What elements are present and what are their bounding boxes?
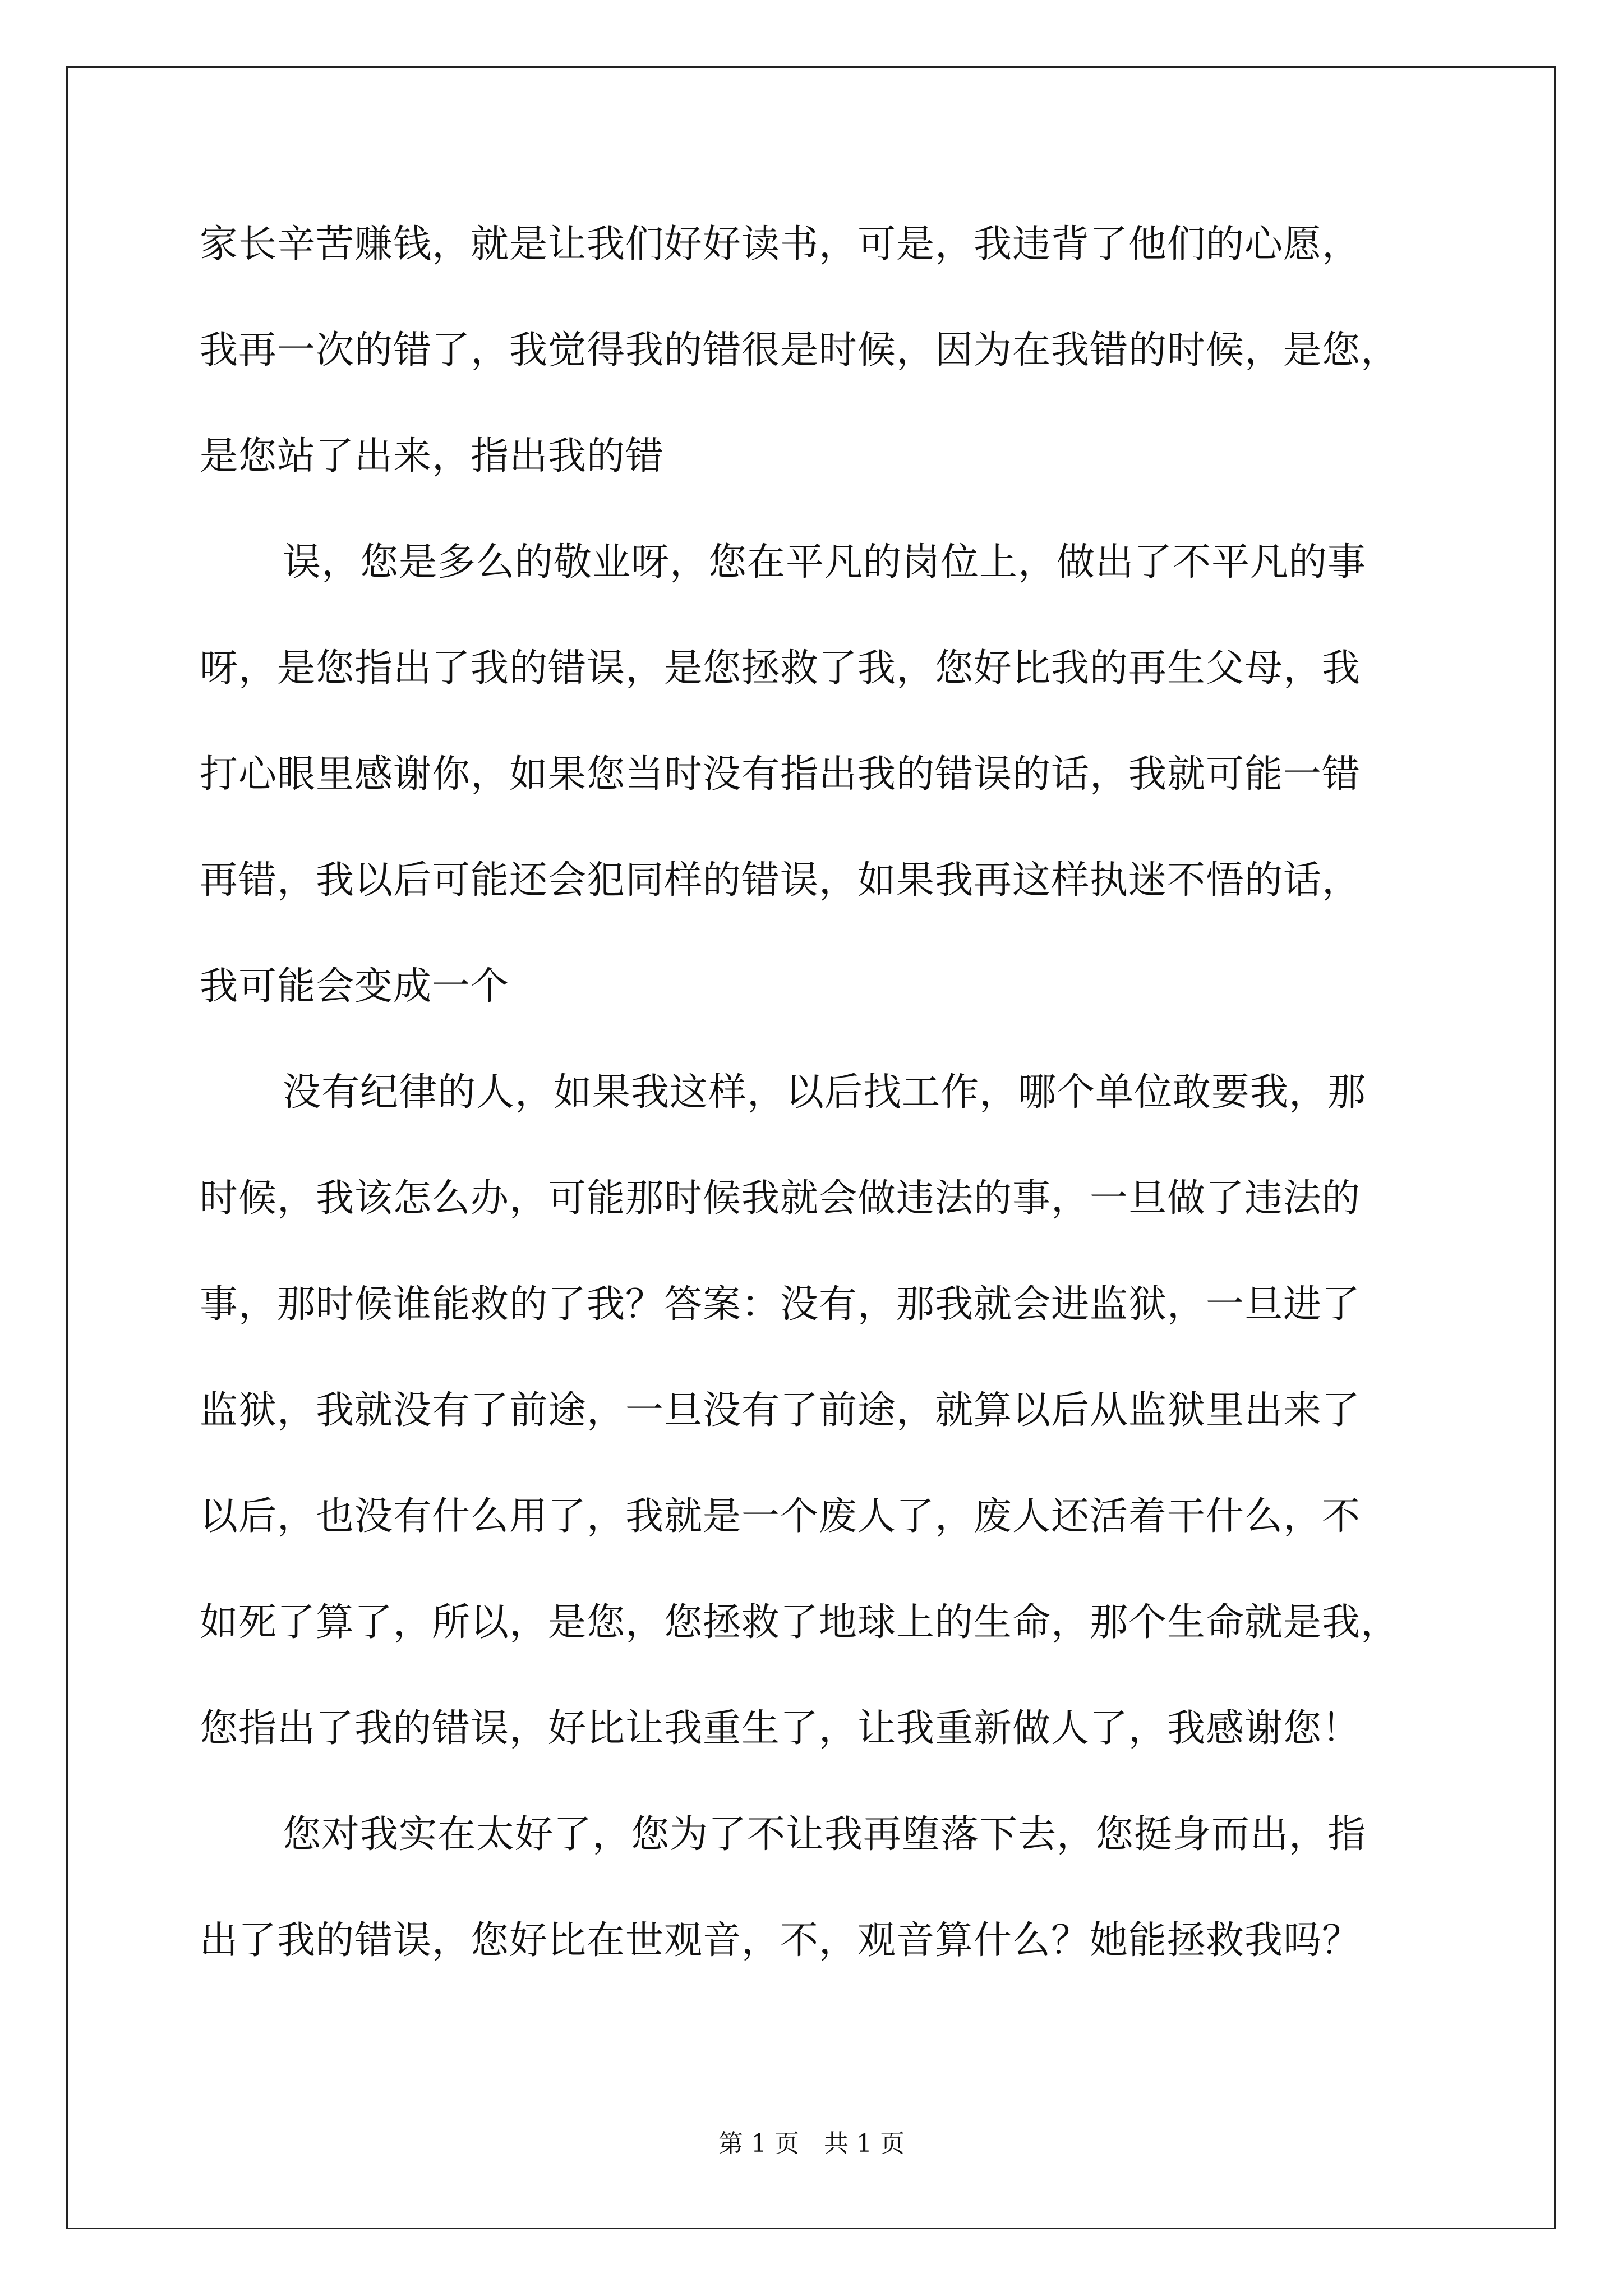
text-line: 打心眼里感谢你，如果您当时没有指出我的错误的话，我就可能一错 <box>200 752 1361 797</box>
page-frame <box>66 66 1556 2229</box>
paragraph-first-line: 误，您是多么的敬业呀，您在平凡的岗位上，做出了不平凡的事 <box>283 540 1367 585</box>
page-footer: 第 1 页 共 1 页 <box>718 2129 905 2158</box>
text-line: 如死了算了，所以，是您，您拯救了地球上的生命，那个生命就是我， <box>200 1600 1400 1645</box>
text-line: 是您站了出来，指出我的错 <box>200 434 665 478</box>
text-line: 监狱，我就没有了前途，一旦没有了前途，就算以后从监狱里出来了 <box>200 1388 1361 1433</box>
text-line: 事，那时候谁能救的了我？答案：没有，那我就会进监狱，一旦进了 <box>200 1282 1361 1327</box>
text-line: 呀，是您指出了我的错误，是您拯救了我，您好比我的再生父母，我 <box>200 646 1361 691</box>
text-line: 时候，我该怎么办，可能那时候我就会做违法的事，一旦做了违法的 <box>200 1176 1361 1221</box>
text-line: 家长辛苦赚钱，就是让我们好好读书，可是，我违背了他们的心愿， <box>200 222 1361 266</box>
text-line: 出了我的错误，您好比在世观音，不，观音算什么？她能拯救我吗？ <box>200 1918 1361 1963</box>
paragraph-first-line: 没有纪律的人，如果我这样，以后找工作，哪个单位敢要我，那 <box>283 1070 1367 1115</box>
text-line: 我再一次的错了，我觉得我的错很是时候，因为在我错的时候，是您， <box>200 328 1400 372</box>
text-line: 再错，我以后可能还会犯同样的错误，如果我再这样执迷不悟的话， <box>200 858 1361 903</box>
text-line: 您指出了我的错误，好比让我重生了，让我重新做人了，我感谢您！ <box>200 1706 1361 1751</box>
text-line: 我可能会变成一个 <box>200 964 510 1009</box>
text-line: 以后，也没有什么用了，我就是一个废人了，废人还活着干什么，不 <box>200 1494 1361 1539</box>
paragraph-first-line: 您对我实在太好了，您为了不让我再堕落下去，您挺身而出，指 <box>283 1812 1367 1857</box>
